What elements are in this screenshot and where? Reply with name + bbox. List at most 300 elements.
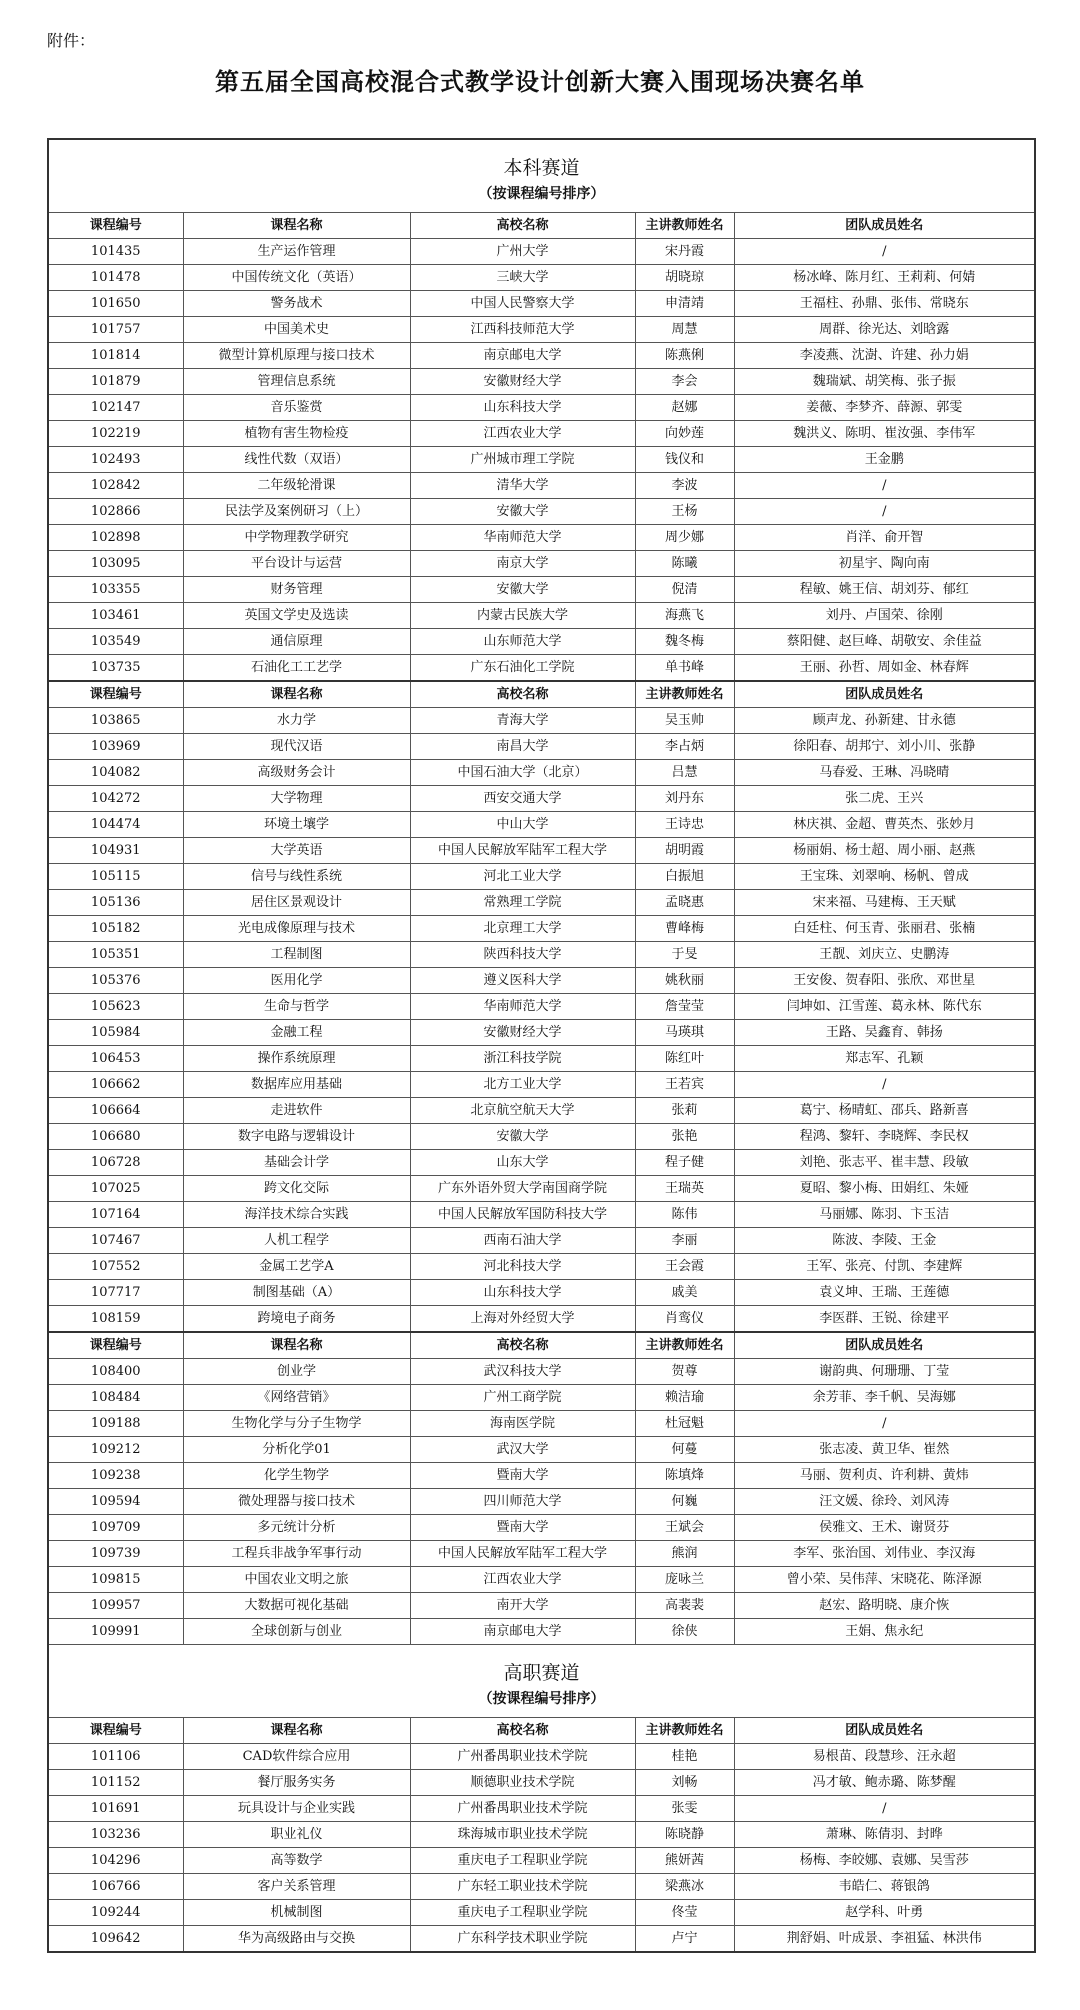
cell-team-members: 袁义坤、王瑞、王莲德 — [734, 1280, 1035, 1306]
cell-lead-teacher: 赵娜 — [635, 395, 734, 421]
cell-course-id: 109739 — [48, 1541, 183, 1567]
table-row — [48, 291, 1035, 317]
cell-university: 常熟理工学院 — [410, 890, 635, 916]
cell-university: 青海大学 — [410, 708, 635, 734]
cell-university: 上海对外经贸大学 — [410, 1306, 635, 1333]
cell-course-id: 103969 — [48, 734, 183, 760]
table-row — [48, 317, 1035, 343]
cell-course-id: 103355 — [48, 577, 183, 603]
table-row — [48, 890, 1035, 916]
header-lead-teacher: 主讲教师姓名 — [635, 1718, 734, 1744]
table-row — [48, 1770, 1035, 1796]
cell-course-name: 华为高级路由与交换 — [183, 1926, 410, 1953]
table-row — [48, 1744, 1035, 1770]
cell-course-id: 101435 — [48, 239, 183, 265]
cell-lead-teacher: 海燕飞 — [635, 603, 734, 629]
cell-team-members: 王宝珠、刘翠响、杨帆、曾成 — [734, 864, 1035, 890]
table-row — [48, 1822, 1035, 1848]
cell-lead-teacher: 王斌会 — [635, 1515, 734, 1541]
cell-lead-teacher: 周少娜 — [635, 525, 734, 551]
table-row — [48, 1489, 1035, 1515]
cell-lead-teacher: 熊妍茜 — [635, 1848, 734, 1874]
cell-lead-teacher: 李波 — [635, 473, 734, 499]
finalist-table — [47, 138, 1036, 1953]
cell-lead-teacher: 白振旭 — [635, 864, 734, 890]
cell-course-id: 106453 — [48, 1046, 183, 1072]
header-university: 高校名称 — [410, 681, 635, 708]
cell-course-id: 104296 — [48, 1848, 183, 1874]
cell-team-members: 侯雅文、王术、谢贤芬 — [734, 1515, 1035, 1541]
cell-lead-teacher: 吴玉帅 — [635, 708, 734, 734]
table-row — [48, 395, 1035, 421]
cell-course-name: 大学物理 — [183, 786, 410, 812]
attachment-label: 附件： — [47, 31, 96, 50]
table-row — [48, 1848, 1035, 1874]
table-row — [48, 1228, 1035, 1254]
cell-team-members: 姜薇、李梦齐、薛源、郭雯 — [734, 395, 1035, 421]
section-heading — [48, 1645, 1035, 1718]
cell-lead-teacher: 王杨 — [635, 499, 734, 525]
cell-university: 安徽大学 — [410, 499, 635, 525]
cell-course-name: 线性代数（双语） — [183, 447, 410, 473]
cell-course-id: 106662 — [48, 1072, 183, 1098]
cell-course-name: 医用化学 — [183, 968, 410, 994]
cell-course-name: 职业礼仪 — [183, 1822, 410, 1848]
cell-course-id: 103236 — [48, 1822, 183, 1848]
cell-university: 广东轻工职业技术学院 — [410, 1874, 635, 1900]
cell-lead-teacher: 周慧 — [635, 317, 734, 343]
cell-course-id: 109244 — [48, 1900, 183, 1926]
cell-lead-teacher: 高裴裴 — [635, 1593, 734, 1619]
cell-course-id: 106728 — [48, 1150, 183, 1176]
cell-university: 北京理工大学 — [410, 916, 635, 942]
cell-university: 北京航空航天大学 — [410, 1098, 635, 1124]
cell-course-name: 平台设计与运营 — [183, 551, 410, 577]
cell-course-name: 民法学及案例研习（上） — [183, 499, 410, 525]
cell-university: 山东师范大学 — [410, 629, 635, 655]
cell-course-id: 108400 — [48, 1359, 183, 1385]
table-row — [48, 499, 1035, 525]
cell-course-id: 107467 — [48, 1228, 183, 1254]
cell-course-name: 数据库应用基础 — [183, 1072, 410, 1098]
cell-course-id: 109212 — [48, 1437, 183, 1463]
header-lead-teacher: 主讲教师姓名 — [635, 213, 734, 239]
cell-lead-teacher: 佟莹 — [635, 1900, 734, 1926]
cell-course-id: 109991 — [48, 1619, 183, 1645]
cell-course-id: 109815 — [48, 1567, 183, 1593]
cell-university: 浙江科技学院 — [410, 1046, 635, 1072]
table-row — [48, 760, 1035, 786]
cell-university: 中国人民解放军陆军工程大学 — [410, 1541, 635, 1567]
cell-course-name: 基础会计学 — [183, 1150, 410, 1176]
table-row — [48, 1619, 1035, 1645]
table-row — [48, 1926, 1035, 1953]
cell-lead-teacher: 陈燕俐 — [635, 343, 734, 369]
finalist-table-body — [48, 139, 1035, 1952]
section-heading-row — [48, 1645, 1035, 1718]
cell-course-name: 中国美术史 — [183, 317, 410, 343]
cell-team-members: 杨丽娟、杨士超、周小丽、赵燕 — [734, 838, 1035, 864]
cell-team-members: 冯才敏、鲍赤璐、陈梦醒 — [734, 1770, 1035, 1796]
table-row — [48, 603, 1035, 629]
cell-university: 广州工商学院 — [410, 1385, 635, 1411]
table-row — [48, 916, 1035, 942]
cell-university: 安徽财经大学 — [410, 369, 635, 395]
cell-team-members: 王路、吴鑫育、韩扬 — [734, 1020, 1035, 1046]
cell-team-members: 赵宏、路明晓、康介恢 — [734, 1593, 1035, 1619]
cell-team-members: / — [734, 473, 1035, 499]
cell-lead-teacher: 姚秋丽 — [635, 968, 734, 994]
cell-lead-teacher: 李会 — [635, 369, 734, 395]
cell-team-members: 杨冰峰、陈月红、王莉莉、何婧 — [734, 265, 1035, 291]
cell-course-name: 石油化工工艺学 — [183, 655, 410, 682]
cell-team-members: / — [734, 239, 1035, 265]
table-row — [48, 265, 1035, 291]
cell-university: 安徽大学 — [410, 1124, 635, 1150]
table-row — [48, 1900, 1035, 1926]
table-row — [48, 1567, 1035, 1593]
cell-course-name: 操作系统原理 — [183, 1046, 410, 1072]
cell-team-members: / — [734, 1796, 1035, 1822]
cell-team-members: / — [734, 499, 1035, 525]
cell-team-members: 王丽、孙哲、周如金、林春辉 — [734, 655, 1035, 682]
cell-team-members: 刘丹、卢国荣、徐刚 — [734, 603, 1035, 629]
cell-university: 广州城市理工学院 — [410, 447, 635, 473]
cell-university: 陕西科技大学 — [410, 942, 635, 968]
table-header-row — [48, 1332, 1035, 1359]
cell-course-id: 104931 — [48, 838, 183, 864]
cell-university: 南昌大学 — [410, 734, 635, 760]
cell-university: 南京大学 — [410, 551, 635, 577]
cell-course-id: 101106 — [48, 1744, 183, 1770]
table-row — [48, 1254, 1035, 1280]
cell-course-id: 104272 — [48, 786, 183, 812]
cell-team-members: 王靓、刘庆立、史鹏涛 — [734, 942, 1035, 968]
table-row — [48, 1541, 1035, 1567]
cell-team-members: 肖洋、俞开智 — [734, 525, 1035, 551]
cell-university: 武汉科技大学 — [410, 1359, 635, 1385]
cell-course-name: 高等数学 — [183, 1848, 410, 1874]
table-row — [48, 1593, 1035, 1619]
cell-university: 广东外语外贸大学南国商学院 — [410, 1176, 635, 1202]
cell-lead-teacher: 桂艳 — [635, 1744, 734, 1770]
cell-course-name: 现代汉语 — [183, 734, 410, 760]
cell-course-name: 《网络营销》 — [183, 1385, 410, 1411]
cell-lead-teacher: 刘畅 — [635, 1770, 734, 1796]
cell-university: 江西农业大学 — [410, 421, 635, 447]
cell-course-id: 106766 — [48, 1874, 183, 1900]
cell-university: 海南医学院 — [410, 1411, 635, 1437]
table-row — [48, 1046, 1035, 1072]
cell-course-id: 107552 — [48, 1254, 183, 1280]
cell-lead-teacher: 梁燕冰 — [635, 1874, 734, 1900]
header-lead-teacher: 主讲教师姓名 — [635, 681, 734, 708]
cell-university: 暨南大学 — [410, 1463, 635, 1489]
header-course-name: 课程名称 — [183, 681, 410, 708]
cell-course-name: 工程兵非战争军事行动 — [183, 1541, 410, 1567]
cell-course-name: 餐厅服务实务 — [183, 1770, 410, 1796]
cell-university: 华南师范大学 — [410, 994, 635, 1020]
cell-university: 北方工业大学 — [410, 1072, 635, 1098]
cell-team-members: 程敏、姚王信、胡刘芬、郁红 — [734, 577, 1035, 603]
table-row — [48, 1306, 1035, 1333]
cell-university: 中国人民解放军陆军工程大学 — [410, 838, 635, 864]
cell-course-id: 109957 — [48, 1593, 183, 1619]
cell-course-name: 走进软件 — [183, 1098, 410, 1124]
cell-course-id: 101650 — [48, 291, 183, 317]
cell-course-id: 105182 — [48, 916, 183, 942]
cell-course-name: 信号与线性系统 — [183, 864, 410, 890]
cell-university: 西南石油大学 — [410, 1228, 635, 1254]
cell-course-name: 化学生物学 — [183, 1463, 410, 1489]
cell-team-members: 葛宁、杨晴虹、邵兵、路新喜 — [734, 1098, 1035, 1124]
table-row — [48, 551, 1035, 577]
cell-course-id: 103865 — [48, 708, 183, 734]
cell-course-name: 高级财务会计 — [183, 760, 410, 786]
cell-lead-teacher: 张艳 — [635, 1124, 734, 1150]
cell-course-id: 102898 — [48, 525, 183, 551]
cell-team-members: 周群、徐光达、刘晗露 — [734, 317, 1035, 343]
cell-university: 广州番禺职业技术学院 — [410, 1744, 635, 1770]
table-row — [48, 708, 1035, 734]
cell-university: 遵义医科大学 — [410, 968, 635, 994]
cell-course-name: 中学物理教学研究 — [183, 525, 410, 551]
header-course-name: 课程名称 — [183, 1332, 410, 1359]
cell-university: 广州番禺职业技术学院 — [410, 1796, 635, 1822]
header-team-members: 团队成员姓名 — [734, 213, 1035, 239]
cell-course-id: 103549 — [48, 629, 183, 655]
table-row — [48, 1072, 1035, 1098]
cell-university: 顺德职业技术学院 — [410, 1770, 635, 1796]
table-row — [48, 864, 1035, 890]
cell-course-name: 生产运作管理 — [183, 239, 410, 265]
cell-team-members: 闫坤如、江雪莲、葛永林、陈代东 — [734, 994, 1035, 1020]
cell-university: 重庆电子工程职业学院 — [410, 1848, 635, 1874]
section-subtitle: （按课程编号排序） — [478, 1691, 605, 1707]
cell-university: 内蒙古民族大学 — [410, 603, 635, 629]
cell-lead-teacher: 吕慧 — [635, 760, 734, 786]
cell-course-name: 海洋技术综合实践 — [183, 1202, 410, 1228]
cell-team-members: 郑志军、孔颖 — [734, 1046, 1035, 1072]
cell-course-id: 104474 — [48, 812, 183, 838]
cell-lead-teacher: 庞咏兰 — [635, 1567, 734, 1593]
cell-course-id: 108484 — [48, 1385, 183, 1411]
cell-team-members: 马春爱、王琳、冯晓晴 — [734, 760, 1035, 786]
cell-course-name: 警务战术 — [183, 291, 410, 317]
cell-course-id: 102493 — [48, 447, 183, 473]
cell-university: 西安交通大学 — [410, 786, 635, 812]
cell-lead-teacher: 何巍 — [635, 1489, 734, 1515]
cell-course-id: 106664 — [48, 1098, 183, 1124]
table-row — [48, 1176, 1035, 1202]
cell-university: 江西农业大学 — [410, 1567, 635, 1593]
cell-course-id: 109594 — [48, 1489, 183, 1515]
cell-lead-teacher: 詹莹莹 — [635, 994, 734, 1020]
cell-university: 四川师范大学 — [410, 1489, 635, 1515]
cell-course-id: 102219 — [48, 421, 183, 447]
cell-course-name: 英国文学史及选读 — [183, 603, 410, 629]
cell-course-name: 金融工程 — [183, 1020, 410, 1046]
cell-team-members: 李军、张治国、刘伟业、李汉海 — [734, 1541, 1035, 1567]
table-row — [48, 655, 1035, 682]
cell-university: 山东科技大学 — [410, 395, 635, 421]
cell-university: 河北科技大学 — [410, 1254, 635, 1280]
cell-lead-teacher: 胡晓琼 — [635, 265, 734, 291]
cell-course-id: 109709 — [48, 1515, 183, 1541]
header-team-members: 团队成员姓名 — [734, 1718, 1035, 1744]
cell-university: 山东大学 — [410, 1150, 635, 1176]
header-course-name: 课程名称 — [183, 1718, 410, 1744]
cell-lead-teacher: 申清靖 — [635, 291, 734, 317]
header-course-id: 课程编号 — [48, 681, 183, 708]
cell-team-members: 夏昭、黎小梅、田娟红、朱娅 — [734, 1176, 1035, 1202]
cell-team-members: 谢韵典、何珊珊、丁莹 — [734, 1359, 1035, 1385]
cell-lead-teacher: 王若宾 — [635, 1072, 734, 1098]
cell-university: 中国石油大学（北京） — [410, 760, 635, 786]
table-row — [48, 812, 1035, 838]
cell-lead-teacher: 肖鸾仪 — [635, 1306, 734, 1333]
cell-university: 清华大学 — [410, 473, 635, 499]
cell-team-members: 汪文媛、徐玲、刘风涛 — [734, 1489, 1035, 1515]
section-heading — [48, 139, 1035, 213]
cell-course-id: 101814 — [48, 343, 183, 369]
cell-course-name: 跨文化交际 — [183, 1176, 410, 1202]
cell-lead-teacher: 李占炳 — [635, 734, 734, 760]
table-row — [48, 577, 1035, 603]
cell-team-members: 李凌燕、沈澍、许建、孙力娟 — [734, 343, 1035, 369]
cell-team-members: 余芳菲、李千帆、吴海娜 — [734, 1385, 1035, 1411]
cell-team-members: 曾小荣、吴伟萍、宋晓花、陈泽源 — [734, 1567, 1035, 1593]
cell-university: 南京邮电大学 — [410, 1619, 635, 1645]
cell-course-name: 跨境电子商务 — [183, 1306, 410, 1333]
header-team-members: 团队成员姓名 — [734, 1332, 1035, 1359]
cell-course-name: 生命与哲学 — [183, 994, 410, 1020]
section-heading-row — [48, 139, 1035, 213]
table-row — [48, 1515, 1035, 1541]
cell-university: 安徽大学 — [410, 577, 635, 603]
cell-lead-teacher: 陈伟 — [635, 1202, 734, 1228]
cell-lead-teacher: 赖洁瑜 — [635, 1385, 734, 1411]
cell-team-members: 林庆祺、金超、曹英杰、张妙月 — [734, 812, 1035, 838]
cell-team-members: 李医群、王锐、徐建平 — [734, 1306, 1035, 1333]
cell-course-name: 多元统计分析 — [183, 1515, 410, 1541]
cell-course-name: 植物有害生物检疫 — [183, 421, 410, 447]
cell-course-id: 101691 — [48, 1796, 183, 1822]
cell-lead-teacher: 张莉 — [635, 1098, 734, 1124]
table-row — [48, 734, 1035, 760]
cell-lead-teacher: 程子健 — [635, 1150, 734, 1176]
cell-lead-teacher: 何蔓 — [635, 1437, 734, 1463]
table-header-row — [48, 213, 1035, 239]
table-row — [48, 1385, 1035, 1411]
cell-course-name: 全球创新与创业 — [183, 1619, 410, 1645]
cell-team-members: 宋来福、马建梅、王天赋 — [734, 890, 1035, 916]
cell-team-members: 王安俊、贺春阳、张欣、邓世星 — [734, 968, 1035, 994]
cell-lead-teacher: 王瑞英 — [635, 1176, 734, 1202]
cell-course-name: 财务管理 — [183, 577, 410, 603]
table-header-row — [48, 1718, 1035, 1744]
cell-team-members: 白廷柱、何玉青、张丽君、张楠 — [734, 916, 1035, 942]
cell-course-name: 创业学 — [183, 1359, 410, 1385]
cell-course-name: 环境土壤学 — [183, 812, 410, 838]
cell-lead-teacher: 胡明霞 — [635, 838, 734, 864]
cell-university: 广东科学技术职业学院 — [410, 1926, 635, 1953]
cell-course-name: 工程制图 — [183, 942, 410, 968]
cell-university: 安徽财经大学 — [410, 1020, 635, 1046]
table-row — [48, 1150, 1035, 1176]
cell-team-members: 魏瑞斌、胡笑梅、张子振 — [734, 369, 1035, 395]
cell-university: 南京邮电大学 — [410, 343, 635, 369]
cell-course-name: 分析化学01 — [183, 1437, 410, 1463]
table-row — [48, 838, 1035, 864]
cell-course-id: 107164 — [48, 1202, 183, 1228]
cell-university: 武汉大学 — [410, 1437, 635, 1463]
cell-course-name: 管理信息系统 — [183, 369, 410, 395]
cell-course-id: 103735 — [48, 655, 183, 682]
cell-team-members: 马丽、贺利贞、许利耕、黄炜 — [734, 1463, 1035, 1489]
cell-team-members: 荆舒娟、叶成景、李祖猛、林洪伟 — [734, 1926, 1035, 1953]
cell-university: 江西科技师范大学 — [410, 317, 635, 343]
cell-team-members: 王金鹏 — [734, 447, 1035, 473]
cell-university: 中国人民警察大学 — [410, 291, 635, 317]
cell-course-id: 105136 — [48, 890, 183, 916]
cell-course-id: 104082 — [48, 760, 183, 786]
cell-university: 中山大学 — [410, 812, 635, 838]
cell-course-name: 大学英语 — [183, 838, 410, 864]
table-row — [48, 1098, 1035, 1124]
cell-team-members: / — [734, 1411, 1035, 1437]
cell-course-name: CAD软件综合应用 — [183, 1744, 410, 1770]
cell-lead-teacher: 倪清 — [635, 577, 734, 603]
cell-course-id: 105351 — [48, 942, 183, 968]
table-row — [48, 1411, 1035, 1437]
cell-course-name: 居住区景观设计 — [183, 890, 410, 916]
cell-course-id: 103095 — [48, 551, 183, 577]
table-header-row — [48, 681, 1035, 708]
header-course-id: 课程编号 — [48, 213, 183, 239]
table-row — [48, 629, 1035, 655]
header-university: 高校名称 — [410, 213, 635, 239]
table-row — [48, 421, 1035, 447]
cell-course-name: 中国传统文化（英语） — [183, 265, 410, 291]
cell-course-id: 106680 — [48, 1124, 183, 1150]
cell-lead-teacher: 王诗忠 — [635, 812, 734, 838]
section-title: 本科赛道 — [503, 157, 580, 179]
cell-course-name: 玩具设计与企业实践 — [183, 1796, 410, 1822]
table-row — [48, 525, 1035, 551]
table-row — [48, 447, 1035, 473]
cell-university: 暨南大学 — [410, 1515, 635, 1541]
cell-course-id: 107717 — [48, 1280, 183, 1306]
cell-team-members: 陈波、李陵、王金 — [734, 1228, 1035, 1254]
cell-course-id: 102842 — [48, 473, 183, 499]
cell-team-members: 魏洪义、陈明、崔汝强、李伟军 — [734, 421, 1035, 447]
header-team-members: 团队成员姓名 — [734, 681, 1035, 708]
cell-lead-teacher: 钱仪和 — [635, 447, 734, 473]
cell-course-id: 101879 — [48, 369, 183, 395]
cell-course-name: 通信原理 — [183, 629, 410, 655]
table-row — [48, 968, 1035, 994]
header-course-id: 课程编号 — [48, 1332, 183, 1359]
cell-team-members: 程鸿、黎轩、李晓辉、李民权 — [734, 1124, 1035, 1150]
cell-team-members: 王福柱、孙鼎、张伟、常晓东 — [734, 291, 1035, 317]
header-course-id: 课程编号 — [48, 1718, 183, 1744]
cell-lead-teacher: 马瑛琪 — [635, 1020, 734, 1046]
table-row — [48, 786, 1035, 812]
cell-team-members: 赵学科、叶勇 — [734, 1900, 1035, 1926]
cell-course-id: 105623 — [48, 994, 183, 1020]
cell-course-name: 制图基础（A） — [183, 1280, 410, 1306]
